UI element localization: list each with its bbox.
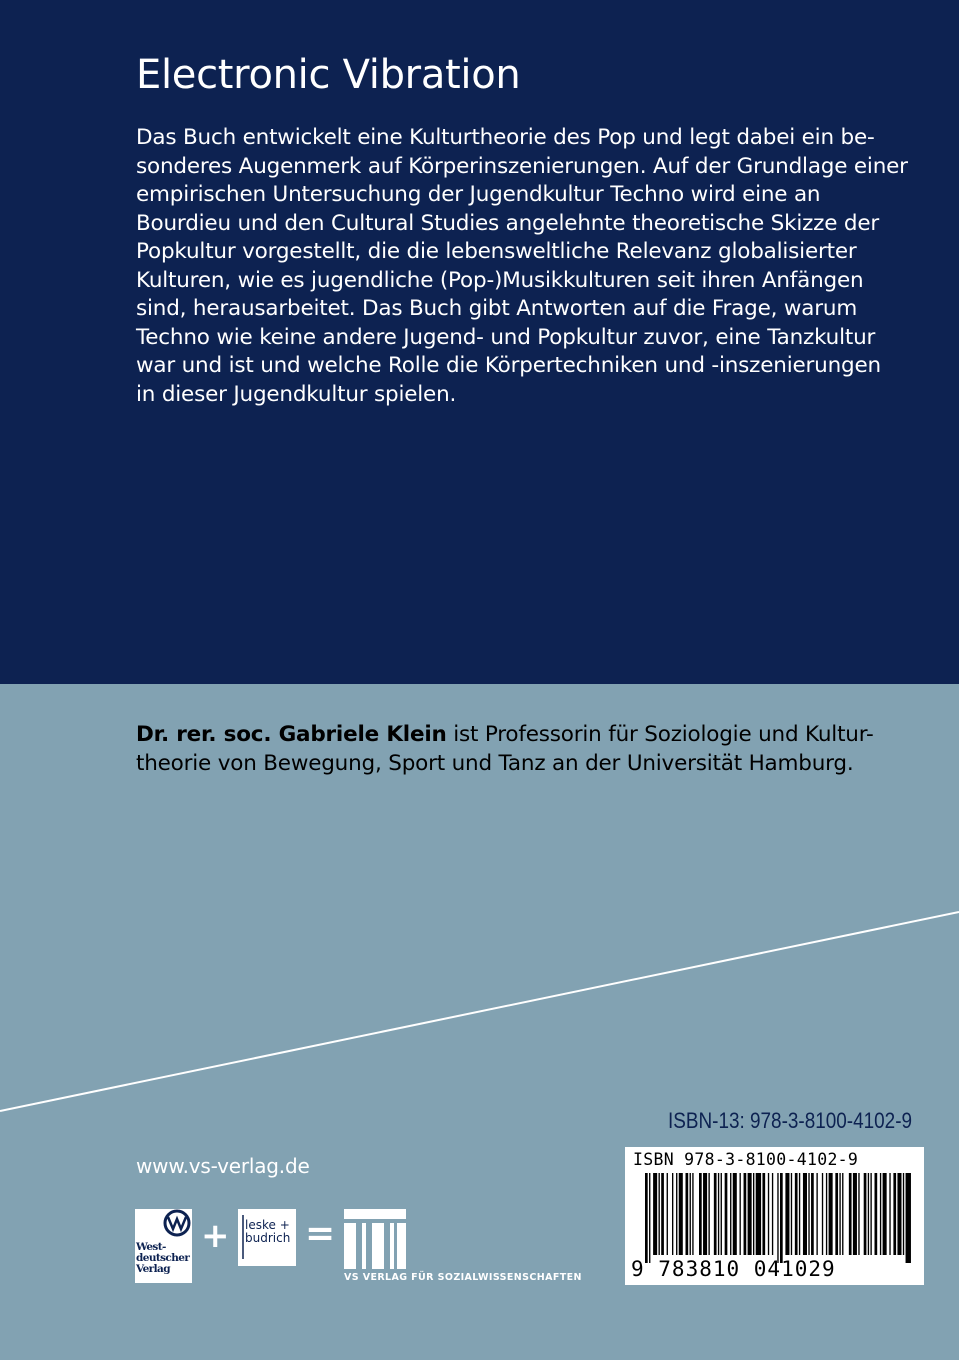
- barcode-bar: [661, 1173, 664, 1255]
- barcode-bar: [842, 1173, 843, 1255]
- barcode-bar: [893, 1173, 896, 1255]
- barcode-bar: [699, 1173, 702, 1255]
- barcode-bar: [768, 1173, 769, 1255]
- barcode-bar: [808, 1173, 809, 1255]
- barcode-bar: [870, 1173, 871, 1255]
- barcode-bar: [672, 1173, 673, 1255]
- barcode-bar: [889, 1173, 890, 1255]
- author-bio-line: [136, 720, 936, 749]
- isbn-barcode: [625, 1147, 924, 1285]
- barcode-bar: [692, 1173, 693, 1255]
- barcode-bar: [791, 1173, 792, 1255]
- wv-logo-line: Verlag: [136, 1263, 170, 1275]
- barcode-bar: [725, 1173, 728, 1255]
- blurb-line: Kulturen, wie es jugendliche (Pop-)Musikkulturen seit ihren Anfängen: [136, 267, 864, 293]
- barcode-bar: [659, 1173, 660, 1255]
- barcode-bar: [853, 1173, 857, 1255]
- blurb-line: Das Buch entwickelt eine Kulturtheorie des Pop und legt dabei ein be-: [136, 125, 875, 150]
- blurb-line: in dieser Jugendkultur spielen.: [136, 381, 457, 407]
- publisher-url[interactable]: www.vs-verlag.de: [136, 1154, 310, 1178]
- barcode-bar: [667, 1173, 668, 1255]
- barcode-bar: [721, 1173, 722, 1255]
- blurb-line: sind, herausarbeitet. Das Buch gibt Antworten auf die Frage, warum: [136, 296, 858, 321]
- barcode-bar: [897, 1173, 901, 1255]
- barcode-digits: 9 783810 041029: [631, 1257, 836, 1281]
- barcode-bar: [816, 1173, 817, 1255]
- leske-budrich-logo: [238, 1209, 296, 1266]
- barcode-bar: [708, 1173, 709, 1255]
- blurb-line: war und ist und welche Rolle die Körpertechniken und -inszenierungen: [136, 353, 881, 378]
- barcode-bar: [762, 1173, 765, 1255]
- barcode-bar: [653, 1173, 657, 1255]
- barcode-bar: [903, 1173, 904, 1255]
- plus-sign: +: [201, 1216, 230, 1256]
- barcode-bar: [883, 1173, 887, 1255]
- wv-emblem-icon: [135, 1209, 192, 1243]
- barcode-bar: [858, 1173, 859, 1255]
- barcode-bar: [826, 1173, 827, 1255]
- wv-logo-line: deutscher: [136, 1252, 190, 1264]
- barcode-bar: [839, 1173, 840, 1255]
- vs-verlag-name: VS VERLAG FÜR SOZIALWISSENSCHAFTEN: [344, 1272, 582, 1283]
- author-name: Dr. rer. soc. Gabriele Klein: [136, 722, 447, 747]
- barcode-bar: [756, 1173, 761, 1255]
- barcode-bar: [718, 1173, 719, 1255]
- barcode-bar: [785, 1173, 789, 1255]
- barcode-bar: [690, 1173, 691, 1255]
- wv-logo-line: West-: [136, 1241, 166, 1253]
- blurb-line: Bourdieu und den Cultural Studies angelehnte theoretische Skizze der: [136, 210, 880, 236]
- barcode-bar: [645, 1173, 648, 1263]
- isbn-label: ISBN-13: 978-3-8100-4102-9: [668, 1108, 913, 1133]
- wv-logo-text: [136, 1242, 191, 1275]
- barcode-bar: [868, 1173, 869, 1255]
- barcode-bar: [849, 1173, 852, 1255]
- lb-logo-line: leske +: [245, 1218, 290, 1232]
- equals-sign: =: [305, 1213, 336, 1254]
- barcode-bar: [829, 1173, 833, 1255]
- author-bio-text: ist Professorin für Soziologie und Kultur-: [446, 722, 874, 747]
- vs-verlag-logo-icon: [344, 1209, 406, 1271]
- barcode-bar: [676, 1173, 677, 1255]
- barcode-bar: [649, 1173, 650, 1263]
- barcode-bar: [740, 1173, 741, 1255]
- barcode-bar: [730, 1173, 731, 1255]
- barcode-bar: [777, 1173, 778, 1263]
- book-title: Electronic Vibration: [136, 52, 521, 98]
- barcode-bar: [803, 1173, 807, 1255]
- lb-logo-text: [245, 1219, 290, 1245]
- blurb-line: Popkultur vorgestellt, die die lebensweltliche Relevanz globalisierter: [136, 239, 857, 264]
- barcode-bar: [753, 1173, 754, 1255]
- lb-logo-line: budrich: [245, 1231, 291, 1245]
- barcode-bar: [906, 1173, 911, 1263]
- barcode-bar: [811, 1173, 814, 1255]
- barcode-bar: [772, 1173, 773, 1255]
- barcode-bar: [733, 1173, 737, 1255]
- barcode-bar: [864, 1173, 867, 1255]
- westdeutscher-verlag-logo: [135, 1209, 192, 1283]
- barcode-bar: [835, 1173, 838, 1255]
- barcode-isbn-text: ISBN 978-3-8100-4102-9: [633, 1150, 859, 1169]
- blurb-line: empirischen Untersuchung der Jugendkultur Techno wird eine an: [136, 182, 821, 207]
- barcode-bar: [744, 1173, 747, 1255]
- barcode-bar: [748, 1173, 752, 1255]
- barcode-bar: [880, 1173, 881, 1255]
- barcode-bar: [679, 1173, 683, 1255]
- barcode-bar: [703, 1173, 707, 1255]
- author-bio: [136, 720, 936, 778]
- barcode-bar: [875, 1173, 878, 1255]
- barcode-bar: [822, 1173, 823, 1255]
- barcode-bar: [795, 1173, 798, 1255]
- barcode-bar: [799, 1173, 800, 1255]
- barcode-bar: [714, 1173, 717, 1255]
- barcode-bar: [686, 1173, 689, 1255]
- blurb-line: Techno wie keine andere Jugend- und Popkultur zuvor, eine Tanzkultur: [136, 324, 876, 350]
- blurb-line: sonderes Augenmerk auf Körperinszenierungen. Auf der Grundlage einer: [136, 153, 908, 179]
- barcode-bar: [780, 1173, 783, 1263]
- book-blurb: [136, 124, 916, 409]
- author-bio-line: theorie von Bewegung, Sport und Tanz an der Universität Hamburg.: [136, 751, 854, 776]
